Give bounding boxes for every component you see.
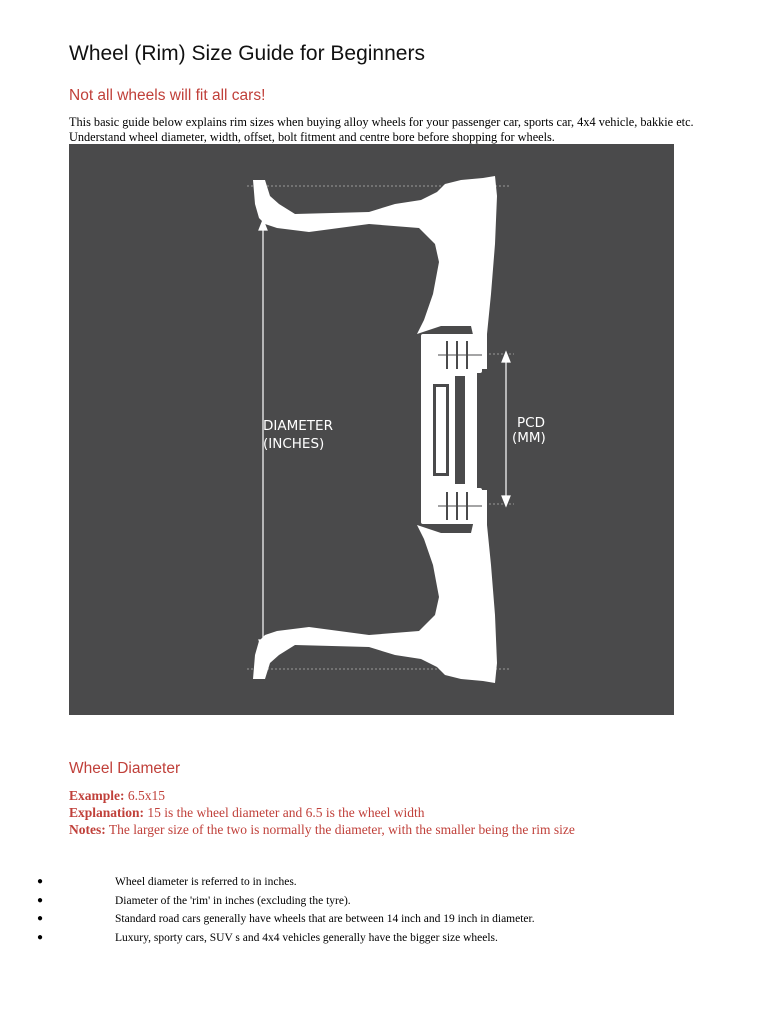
example-label: Example: — [69, 788, 125, 803]
page-title: Wheel (Rim) Size Guide for Beginners — [69, 42, 425, 65]
bullet-text: Diameter of the 'rim' in inches (excluding the tyre). — [115, 894, 351, 907]
page-subtitle: Not all wheels will fit all cars! — [69, 87, 266, 104]
intro-paragraph: This basic guide below explains rim sizes when buying alloy wheels for your passenger car, sports car, 4x4 vehicle, bakkie etc. Understand wheel diameter, width, offset, bolt fitment and centre bore before shopping for wheels. — [69, 115, 694, 144]
bullet-marker: ● — [37, 913, 44, 924]
bullet-marker: ● — [37, 931, 44, 943]
notes-row — [69, 821, 729, 838]
section-heading: Wheel Diameter — [69, 760, 181, 777]
bullet-text: Standard road cars generally have wheels that are between 14 inch and 19 inch in diameter. — [115, 913, 535, 925]
diameter-label-line2: (INCHES) — [263, 436, 325, 452]
explanation-value: 15 is the wheel diameter and 6.5 is the wheel width — [147, 805, 425, 820]
notes-label: Notes: — [69, 822, 106, 837]
bullet-text: Luxury, sporty cars, SUV s and 4x4 vehicles generally have the bigger size wheels. — [115, 931, 498, 944]
list-item — [0, 929, 768, 948]
lug-stud-top — [438, 337, 482, 373]
example-row — [69, 787, 729, 804]
pcd-label-line1: PCD — [517, 415, 545, 431]
definition-block — [69, 787, 729, 838]
list-item — [0, 873, 768, 892]
notes-value: The larger size of the two is normally the diameter, with the smaller being the rim size — [108, 822, 575, 837]
explanation-label: Explanation: — [69, 805, 145, 820]
list-item — [0, 892, 768, 911]
bullet-marker: ● — [37, 894, 44, 906]
explanation-row — [69, 804, 729, 821]
bullet-list — [0, 873, 768, 947]
diameter-label-line1: DIAMETER — [263, 418, 333, 434]
wheel-diagram — [69, 144, 674, 715]
bullet-text: Wheel diameter is referred to in inches. — [115, 876, 297, 888]
bullet-marker: ● — [37, 876, 44, 887]
pcd-label-line2: (MM) — [512, 430, 546, 446]
example-value: 6.5x15 — [127, 788, 165, 803]
list-item — [0, 910, 768, 929]
lug-stud-bottom — [438, 488, 482, 524]
